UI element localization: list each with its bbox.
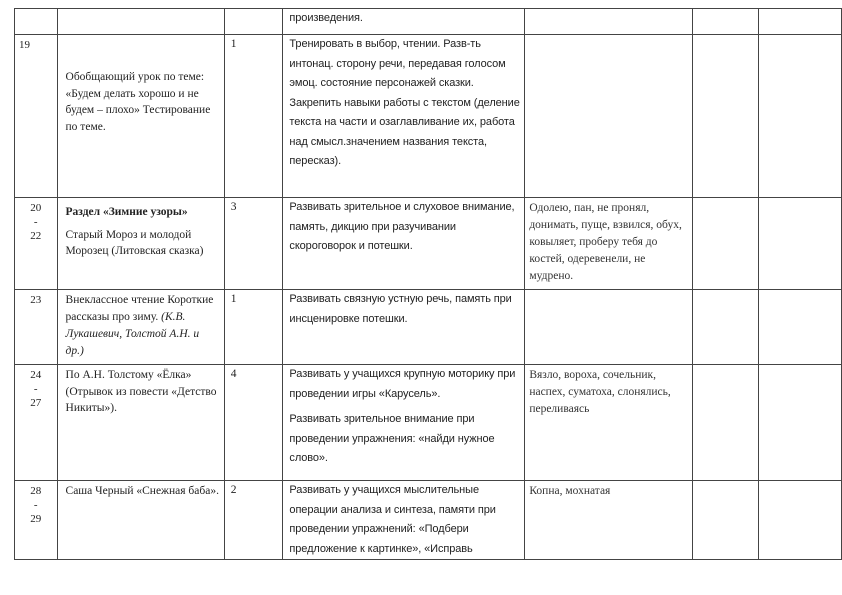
- cell-empty: [758, 35, 841, 198]
- cell-empty: [693, 481, 758, 560]
- table-row: [15, 290, 842, 365]
- cell-vocabulary: [525, 290, 693, 365]
- table-row: [15, 365, 842, 481]
- cell-hours: 4: [224, 365, 283, 481]
- cell-goal: Тренировать в выбор, чтении. Разв-ть интонац. сторону речи, передавая голосом эмоц. состояние персонажей сказки. Закрепить навыки работы с текстом (деление текста на части и озаглавливание их, работа над смысл.значением названия текста, пересказ).: [283, 35, 525, 198]
- cell-number: 24 - 27: [15, 365, 58, 481]
- cell-topic: Раздел «Зимние узоры» Старый Мороз и молодой Морозец (Литовская сказка): [57, 198, 224, 290]
- cell-vocabulary: Одолею, пан, не пронял, донимать, пуще, взвился, обух, ковыляет, проберу тебя до костей, одеревенели, не мудрено.: [525, 198, 693, 290]
- cell-hours: 3: [224, 198, 283, 290]
- cell-empty: [693, 198, 758, 290]
- cell-empty: [758, 9, 841, 35]
- cell-goal: Развивать у учащихся мыслительные операции анализа и синтеза, памяти при проведении упражнений: «Подбери предложение к картинке», «Исправь: [283, 481, 525, 560]
- cell-empty: [758, 290, 841, 365]
- cell-vocabulary: Копна, мохнатая: [525, 481, 693, 560]
- cell-empty: [693, 35, 758, 198]
- cell-goal: произведения.: [283, 9, 525, 35]
- table-row: [15, 198, 842, 290]
- lesson-plan-table: [14, 8, 842, 560]
- cell-hours: [224, 9, 283, 35]
- cell-topic: По А.Н. Толстому «Ёлка» (Отрывок из повести «Детство Никиты»).: [57, 365, 224, 481]
- cell-topic: [57, 9, 224, 35]
- cell-empty: [758, 481, 841, 560]
- cell-empty: [758, 365, 841, 481]
- cell-vocabulary: [525, 35, 693, 198]
- cell-number: 20 - 22: [15, 198, 58, 290]
- cell-hours: 1: [224, 35, 283, 198]
- cell-empty: [758, 198, 841, 290]
- table-row: [15, 9, 842, 35]
- cell-goal: Развивать зрительное и слуховое внимание, память, дикцию при разучивании скороговорок и потешки.: [283, 198, 525, 290]
- cell-topic: Саша Черный «Снежная баба».: [57, 481, 224, 560]
- cell-number: 28 - 29: [15, 481, 58, 560]
- cell-vocabulary: Вязло, вороха, сочельник, наспех, суматоха, слонялись, переливаясь: [525, 365, 693, 481]
- cell-empty: [693, 9, 758, 35]
- cell-hours: 2: [224, 481, 283, 560]
- cell-topic: Обобщающий урок по теме: «Будем делать хорошо и не будем – плохо» Тестирование по теме.: [57, 35, 224, 198]
- cell-goal: Развивать связную устную речь, память при инсценировке потешки.: [283, 290, 525, 365]
- table-row: [15, 481, 842, 560]
- cell-hours: 1: [224, 290, 283, 365]
- cell-vocabulary: [525, 9, 693, 35]
- cell-goal: Развивать у учащихся крупную моторику при проведении игры «Карусель». Развивать зрительное внимание при проведении упражнения: «найди нужное слово».: [283, 365, 525, 481]
- section-title: Раздел «Зимние узоры»: [65, 206, 188, 218]
- table-row: [15, 35, 842, 198]
- cell-number: [15, 9, 58, 35]
- cell-topic: Внеклассное чтение Короткие рассказы про зиму. (К.В. Лукашевич, Толстой А.Н. и др.): [57, 290, 224, 365]
- cell-number: 23: [15, 290, 58, 365]
- cell-number: 19: [15, 35, 58, 198]
- cell-empty: [693, 290, 758, 365]
- cell-empty: [693, 365, 758, 481]
